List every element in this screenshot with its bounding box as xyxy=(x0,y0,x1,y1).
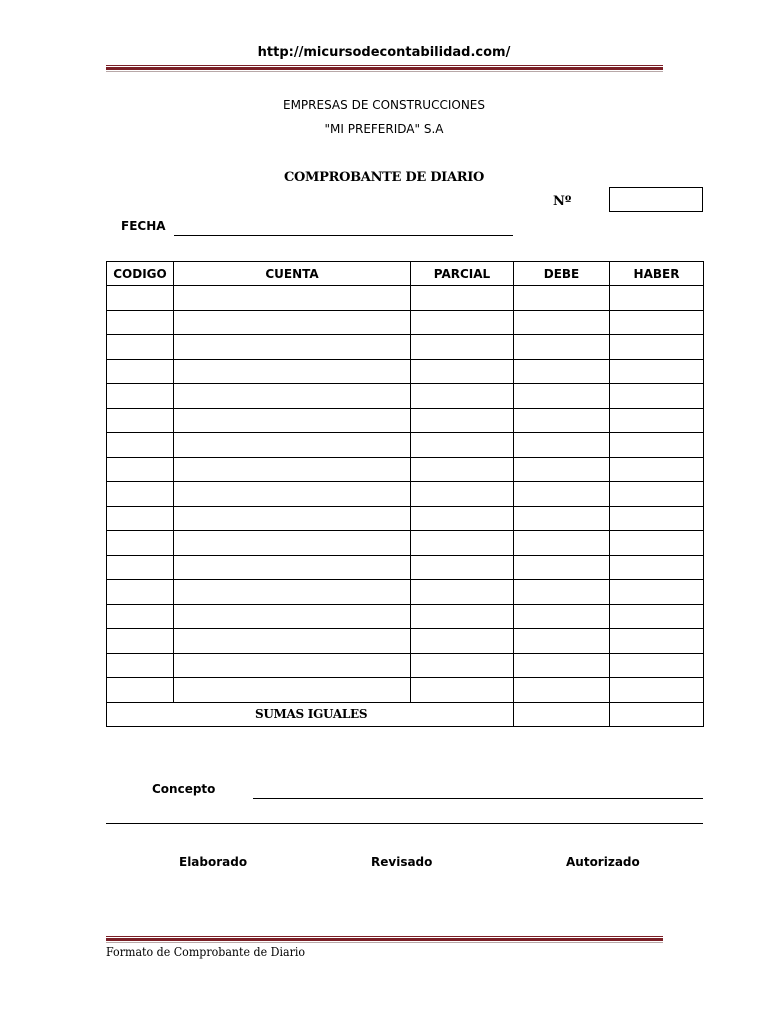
cell-codigo[interactable] xyxy=(107,531,174,556)
cell-debe[interactable] xyxy=(514,384,610,409)
cell-parcial[interactable] xyxy=(411,653,514,678)
cell-codigo[interactable] xyxy=(107,457,174,482)
footer-rule-top xyxy=(106,936,663,937)
journal-table xyxy=(106,261,704,727)
company-name: EMPRESAS DE CONSTRUCCIONES xyxy=(283,98,485,112)
cell-haber[interactable] xyxy=(610,653,704,678)
cell-cuenta[interactable] xyxy=(174,433,411,458)
cell-parcial[interactable] xyxy=(411,629,514,654)
cell-cuenta[interactable] xyxy=(174,629,411,654)
cell-codigo[interactable] xyxy=(107,433,174,458)
cell-haber[interactable] xyxy=(610,286,704,311)
table-row xyxy=(107,384,704,409)
cell-codigo[interactable] xyxy=(107,482,174,507)
signature-authorized: Autorizado xyxy=(566,855,640,869)
footer-rule-main xyxy=(106,938,663,941)
column-header-haber: HABER xyxy=(610,262,704,286)
header-rule-top xyxy=(106,65,663,66)
cell-parcial[interactable] xyxy=(411,335,514,360)
cell-cuenta[interactable] xyxy=(174,408,411,433)
document-title: COMPROBANTE DE DIARIO xyxy=(283,170,485,185)
table-row xyxy=(107,433,704,458)
cell-cuenta[interactable] xyxy=(174,531,411,556)
cell-codigo[interactable] xyxy=(107,653,174,678)
cell-parcial[interactable] xyxy=(411,482,514,507)
cell-debe[interactable] xyxy=(514,506,610,531)
cell-parcial[interactable] xyxy=(411,531,514,556)
cell-parcial[interactable] xyxy=(411,506,514,531)
cell-codigo[interactable] xyxy=(107,408,174,433)
cell-cuenta[interactable] xyxy=(174,653,411,678)
cell-codigo[interactable] xyxy=(107,384,174,409)
cell-parcial[interactable] xyxy=(411,286,514,311)
source-url[interactable]: http://micursodecontabilidad.com/ xyxy=(257,45,511,60)
signature-prepared: Elaborado xyxy=(179,855,248,869)
table-row xyxy=(107,359,704,384)
cell-cuenta[interactable] xyxy=(174,335,411,360)
cell-haber[interactable] xyxy=(610,433,704,458)
cell-debe[interactable] xyxy=(514,457,610,482)
cell-debe[interactable] xyxy=(514,359,610,384)
concept-label: Concepto xyxy=(152,782,216,796)
table-row xyxy=(107,555,704,580)
cell-parcial[interactable] xyxy=(411,604,514,629)
cell-parcial[interactable] xyxy=(411,310,514,335)
cell-debe[interactable] xyxy=(514,408,610,433)
cell-parcial[interactable] xyxy=(411,384,514,409)
concept-field-line-2[interactable] xyxy=(106,823,703,824)
table-row xyxy=(107,506,704,531)
cell-codigo[interactable] xyxy=(107,678,174,703)
cell-parcial[interactable] xyxy=(411,408,514,433)
number-field[interactable] xyxy=(609,187,703,212)
table-row xyxy=(107,482,704,507)
table-row xyxy=(107,531,704,556)
cell-codigo[interactable] xyxy=(107,580,174,605)
table-row xyxy=(107,629,704,654)
cell-haber[interactable] xyxy=(610,384,704,409)
cell-cuenta[interactable] xyxy=(174,555,411,580)
cell-debe[interactable] xyxy=(514,335,610,360)
cell-cuenta[interactable] xyxy=(174,482,411,507)
cell-haber[interactable] xyxy=(610,335,704,360)
concept-field[interactable] xyxy=(253,798,703,799)
table-row xyxy=(107,310,704,335)
table-row xyxy=(107,457,704,482)
date-field[interactable] xyxy=(174,235,513,236)
cell-parcial[interactable] xyxy=(411,555,514,580)
journal-body xyxy=(107,286,704,703)
table-row xyxy=(107,286,704,311)
cell-debe[interactable] xyxy=(514,604,610,629)
cell-debe[interactable] xyxy=(514,580,610,605)
table-row xyxy=(107,335,704,360)
totals-row xyxy=(107,702,704,727)
cell-parcial[interactable] xyxy=(411,678,514,703)
cell-haber[interactable] xyxy=(610,555,704,580)
cell-haber[interactable] xyxy=(610,580,704,605)
cell-debe[interactable] xyxy=(514,555,610,580)
cell-codigo[interactable] xyxy=(107,335,174,360)
cell-haber[interactable] xyxy=(610,359,704,384)
cell-cuenta[interactable] xyxy=(174,286,411,311)
cell-codigo[interactable] xyxy=(107,359,174,384)
signature-reviewed: Revisado xyxy=(371,855,433,869)
column-header-codigo: CODIGO xyxy=(107,262,174,286)
totals-haber-cell[interactable] xyxy=(610,702,704,727)
cell-debe[interactable] xyxy=(514,286,610,311)
cell-parcial[interactable] xyxy=(411,359,514,384)
cell-codigo[interactable] xyxy=(107,555,174,580)
company-brand: "MI PREFERIDA" S.A xyxy=(324,122,444,136)
cell-debe[interactable] xyxy=(514,653,610,678)
header-rule-main xyxy=(106,67,663,70)
table-row xyxy=(107,604,704,629)
cell-cuenta[interactable] xyxy=(174,310,411,335)
table-row xyxy=(107,653,704,678)
header-rule-shadow xyxy=(106,71,663,72)
totals-debe-cell[interactable] xyxy=(514,702,610,727)
cell-haber[interactable] xyxy=(610,506,704,531)
cell-debe[interactable] xyxy=(514,310,610,335)
footer-caption: Formato de Comprobante de Diario xyxy=(106,945,306,959)
totals-label: SUMAS IGUALES xyxy=(107,702,514,727)
date-label: FECHA xyxy=(121,219,166,233)
cell-parcial[interactable] xyxy=(411,433,514,458)
cell-codigo[interactable] xyxy=(107,604,174,629)
table-row xyxy=(107,408,704,433)
cell-codigo[interactable] xyxy=(107,286,174,311)
cell-debe[interactable] xyxy=(514,433,610,458)
cell-parcial[interactable] xyxy=(411,580,514,605)
column-header-debe: DEBE xyxy=(514,262,610,286)
table-row xyxy=(107,580,704,605)
cell-debe[interactable] xyxy=(514,482,610,507)
cell-codigo[interactable] xyxy=(107,506,174,531)
cell-cuenta[interactable] xyxy=(174,359,411,384)
cell-debe[interactable] xyxy=(514,629,610,654)
cell-haber[interactable] xyxy=(610,678,704,703)
cell-haber[interactable] xyxy=(610,531,704,556)
column-header-parcial: PARCIAL xyxy=(411,262,514,286)
number-label: Nº xyxy=(553,194,572,209)
cell-haber[interactable] xyxy=(610,604,704,629)
cell-codigo[interactable] xyxy=(107,310,174,335)
cell-haber[interactable] xyxy=(610,629,704,654)
column-header-cuenta: CUENTA xyxy=(174,262,411,286)
cell-cuenta[interactable] xyxy=(174,678,411,703)
cell-debe[interactable] xyxy=(514,678,610,703)
table-header-row xyxy=(107,262,704,286)
cell-haber[interactable] xyxy=(610,457,704,482)
cell-haber[interactable] xyxy=(610,408,704,433)
cell-debe[interactable] xyxy=(514,531,610,556)
table-row xyxy=(107,678,704,703)
cell-haber[interactable] xyxy=(610,310,704,335)
cell-parcial[interactable] xyxy=(411,457,514,482)
cell-haber[interactable] xyxy=(610,482,704,507)
cell-cuenta[interactable] xyxy=(174,604,411,629)
cell-cuenta[interactable] xyxy=(174,457,411,482)
footer-rule-shadow xyxy=(106,942,663,943)
cell-cuenta[interactable] xyxy=(174,384,411,409)
cell-cuenta[interactable] xyxy=(174,580,411,605)
cell-cuenta[interactable] xyxy=(174,506,411,531)
cell-codigo[interactable] xyxy=(107,629,174,654)
